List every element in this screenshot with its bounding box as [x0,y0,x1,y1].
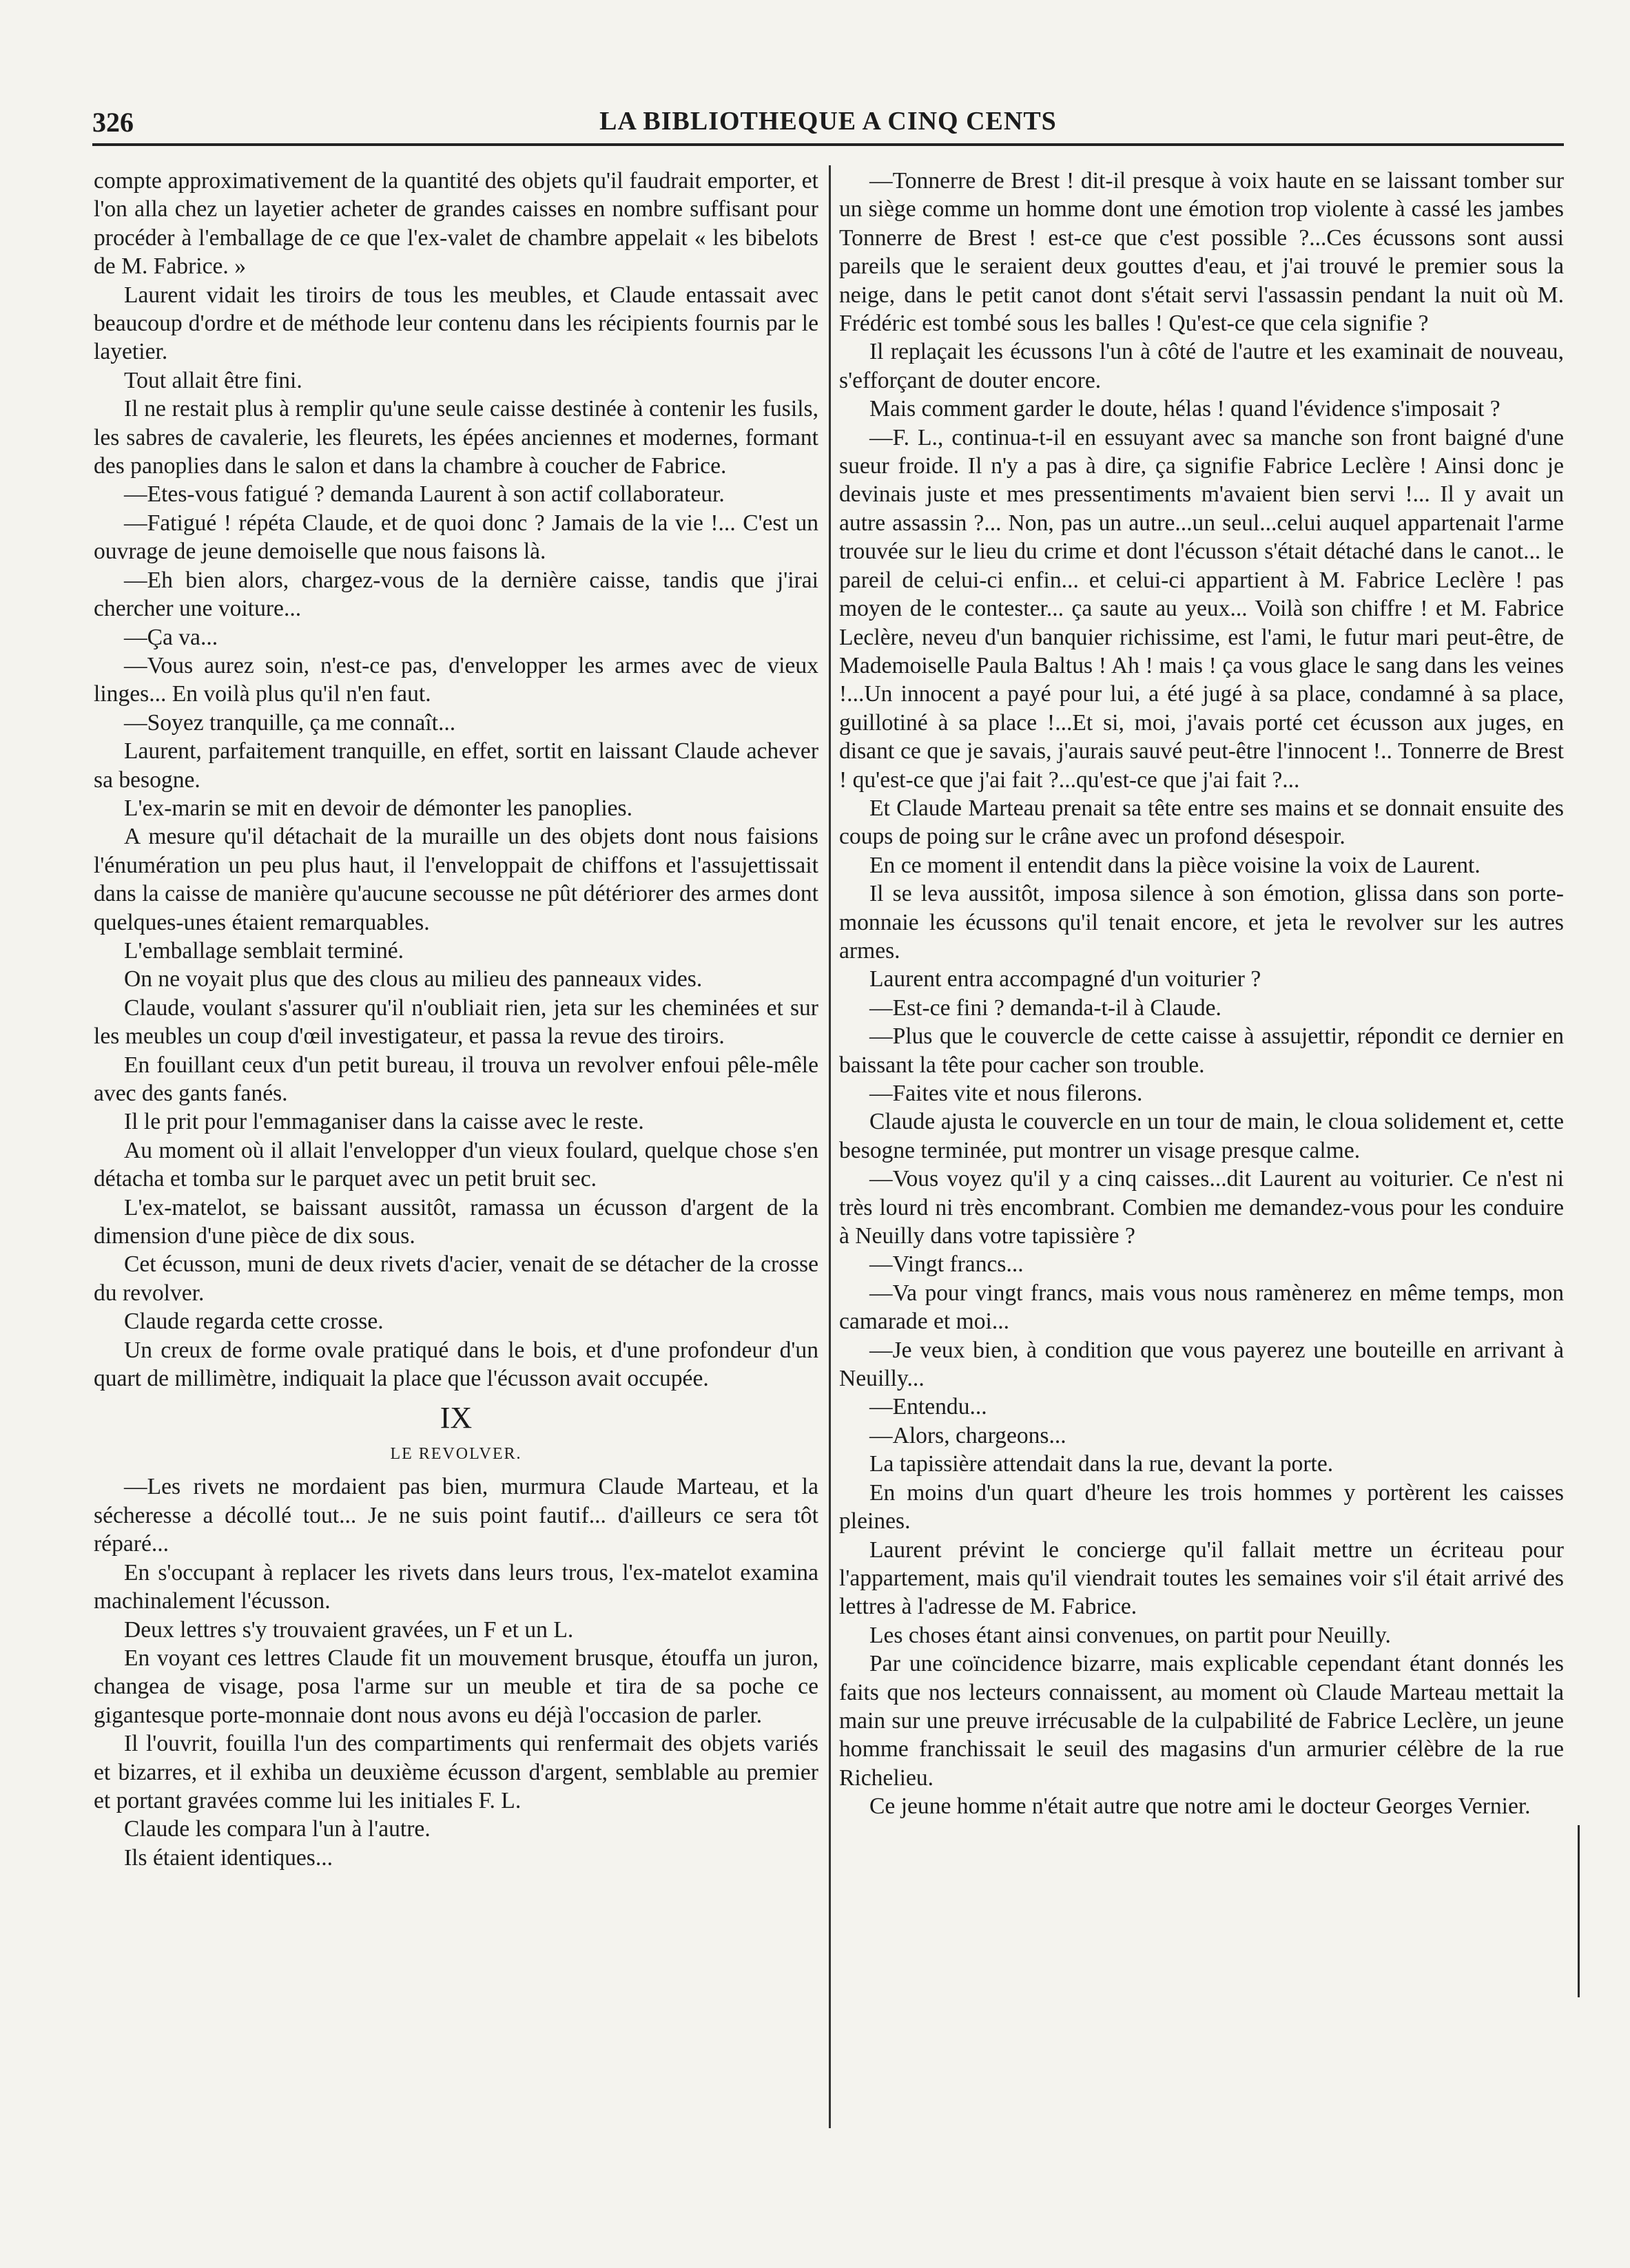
paragraph: —Va pour vingt francs, mais vous nous ramènerez en même temps, mon camarade et moi... [839,1280,1564,1335]
paragraph: —Tonnerre de Brest ! dit-il presque à voix haute en se laissant tomber sur un siège comme un homme dont une émotion trop violente à cassé les jambes Tonnerre de Brest ! est-ce que c'est possible ?...Ces écussons sont aussi pareils que le seraient deux gouttes d'eau, et j'ai trouvé le premier sous la neige, dans le petit canot dont s'était servi l'assassin pendant la nuit où M. Frédéric est tombé sous les balles ! Qu'est-ce que cela signifie ? [839,168,1564,337]
paragraph: Laurent prévint le concierge qu'il fallait mettre un écriteau pour l'appartement, mais qu'il viendrait toutes les semaines voir s'il était arrivé des lettres à l'adresse de M. Fabrice. [839,1537,1564,1620]
paragraph: Deux lettres s'y trouvaient gravées, un F et un L. [124,1616,574,1643]
paragraph: —Ça va... [124,624,218,650]
paragraph: Un creux de forme ovale pratiqué dans le bois, et d'une profondeur d'un quart de millimètre, indiquait la place que l'écusson avait occupée. [94,1337,818,1392]
paragraph: L'ex-marin se mit en devoir de démonter les panoplies. [124,795,633,821]
paragraph: Claude regarda cette crosse. [124,1309,384,1335]
paragraph: —Alors, chargeons... [869,1422,1066,1448]
paragraph: Il se leva aussitôt, imposa silence à son émotion, glissa dans son porte-monnaie les écussons qu'il tenait encore, et jeta le revolver sur les autres armes. [839,881,1564,964]
left-column [94,167,818,2233]
paragraph: Laurent entra accompagné d'un voiturier ? [869,966,1261,992]
paragraph: Cet écusson, muni de deux rivets d'acier, venait de se détacher de la crosse du revolver. [94,1251,818,1306]
paragraph: —Les rivets ne mordaient pas bien, murmura Claude Marteau, et la sécheresse a décollé tout... Je ne suis point fautif... d'ailleurs ce sera tôt réparé... [94,1474,818,1557]
paragraph: —Entendu... [869,1394,987,1420]
paragraph: L'emballage semblait terminé. [124,937,404,964]
paragraph: En s'occupant à replacer les rivets dans leurs trous, l'ex-matelot examina machinalement l'écusson. [94,1559,818,1614]
paragraph: —F. L., continua-t-il en essuyant avec sa manche son front baigné d'une sueur froide. Il n'y a pas à dire, ça signifie Fabrice Leclère ! Ainsi donc je devinais juste et mes pressentiments m'avaient bien servi !... Il y avait un autre assassin ?... Non, pas un autre...un seul...celui auquel appartenait l'arme trouvée sur le lieu du crime et dont l'écusson s'était détaché dans le canot... le pareil de celui-ci enfin... et celui-ci appartient à M. Fabrice Leclère ! pas moyen de le contester... ça saute au yeux... Voilà son chiffre ! et M. Fabrice Leclère, neveu d'un banquier richissime, est l'ami, le futur mari peut-être, de Mademoiselle Paula Baltus ! Ah ! mais ! ça vous glace le sang dans les veines !...Un innocent a payé pour lui, a été jugé à sa place, condamné à sa place, guillotiné à sa place !...Et si, moi, j'avais porté cet écusson aux juges, en disant ce que je savais, j'aurais sauvé peut-être l'innocent !.. Tonnerre de Brest ! qu'est-ce que j'ai fait ?...qu'est-ce que j'ai fait ?... [839,424,1564,793]
paragraph: —Plus que le couvercle de cette caisse à assujettir, répondit ce dernier en baissant la tête pour cacher son trouble. [839,1023,1564,1078]
paragraph: —Vingt francs... [869,1251,1024,1278]
paragraph: En moins d'un quart d'heure les trois hommes y portèrent les caisses pleines. [839,1479,1564,1534]
paragraph: —Vous voyez qu'il y a cinq caisses...dit Laurent au voiturier. Ce n'est ni très lourd ni très encombrant. Combien me demandez-vous pour les conduire à Neuilly dans votre tapissière ? [839,1166,1564,1249]
page-header [92,103,1564,146]
paragraph: Par une coïncidence bizarre, mais explicable cependant étant donnés les faits que nos lecteurs connaissent, au moment où Claude Marteau mettait la main sur une preuve irrécusable de la culpabilité de Fabrice Leclère, un jeune homme franchissait le seuil des magasins d'un armurier célèbre de la rue Richelieu. [839,1651,1564,1791]
paragraph: —Est-ce fini ? demanda-t-il à Claude. [869,995,1221,1021]
paragraph: Laurent, parfaitement tranquille, en effet, sortit en laissant Claude achever sa besogne. [94,738,818,793]
paragraph: En fouillant ceux d'un petit bureau, il trouva un revolver enfoui pêle-mêle avec des gants fanés. [94,1052,818,1106]
paragraph: Il ne restait plus à remplir qu'une seule caisse destinée à contenir les fusils, les sabres de cavalerie, les fleurets, les épées anciennes et modernes, formant des panoplies dans le salon et dans la chambre à coucher de Fabrice. [94,396,818,479]
paragraph: Ils étaient identiques... [124,1844,333,1871]
paragraph: compte approximativement de la quantité des objets qu'il faudrait emporter, et l'on alla chez un layetier acheter de grandes caisses en nombre suffisant pour procéder à l'emballage de ce que l'ex-valet de chambre appelait « les bibelots de M. Fabrice. » [94,168,818,280]
paragraph: Les choses étant ainsi convenues, on partit pour Neuilly. [869,1622,1391,1648]
paragraph: Mais comment garder le doute, hélas ! quand l'évidence s'imposait ? [869,396,1500,422]
running-title: LA BIBLIOTHEQUE A CINQ CENTS [599,107,1057,136]
paragraph: —Fatigué ! répéta Claude, et de quoi donc ? Jamais de la vie !... C'est un ouvrage de jeune demoiselle que nous faisons là. [94,510,818,565]
paragraph: Ce jeune homme n'était autre que notre ami le docteur Georges Vernier. [869,1793,1531,1820]
paragraph: —Soyez tranquille, ça me connaît... [124,709,456,736]
paragraph: —Vous aurez soin, n'est-ce pas, d'envelopper les armes avec de vieux linges... En voilà plus qu'il n'en faut. [94,652,818,707]
paragraph: L'ex-matelot, se baissant aussitôt, ramassa un écusson d'argent de la dimension d'une pièce de dix sous. [94,1194,818,1249]
paragraph: —Faites vite et nous filerons. [869,1081,1143,1106]
paragraph: En ce moment il entendit dans la pièce voisine la voix de Laurent. [869,852,1481,878]
paragraph: A mesure qu'il détachait de la muraille un des objets dont nous faisions l'énumération un peu plus haut, il l'enveloppait de chiffons et l'assujettissait dans la caisse de manière qu'aucune secousse ne pût détériorer des armes dont quelques-unes étaient remarquables. [94,824,818,935]
paragraph: En voyant ces lettres Claude fit un mouvement brusque, étouffa un juron, changea de visage, posa l'arme sur un meuble et tira de sa poche ce gigantesque porte-monnaie dont nous avons eu déjà l'occasion de parler. [94,1645,818,1728]
paragraph: On ne voyait plus que des clous au milieu des panneaux vides. [124,966,703,992]
margin-mark [1578,1825,1580,1997]
paragraph: Claude, voulant s'assurer qu'il n'oubliait rien, jeta sur les cheminées et sur les meubles un coup d'œil investigateur, et passa la revue des tiroirs. [94,995,818,1050]
right-column [839,167,1564,2233]
paragraph: Il le prit pour l'emmaganiser dans la caisse avec le reste. [124,1109,644,1135]
paragraph: Tout allait être fini. [124,367,302,393]
paragraph: Claude ajusta le couvercle en un tour de main, le cloua solidement et, cette besogne terminée, put montrer un visage presque calme. [839,1109,1564,1163]
paragraph: Il l'ouvrit, fouilla l'un des compartiments qui renfermait des objets variés et bizarres, et il exhiba un deuxième écusson d'argent, semblable au premier et portant gravées comme lui les initiales F. L. [94,1731,818,1813]
right-column-text [839,167,1564,1821]
paragraph: La tapissière attendait dans la rue, devant la porte. [869,1451,1334,1477]
paragraph: —Eh bien alors, chargez-vous de la dernière caisse, tandis que j'irai chercher une voiture... [94,567,818,622]
left-column-text-after [94,1473,818,1872]
paragraph: —Etes-vous fatigué ? demanda Laurent à son actif collaborateur. [124,481,725,508]
paragraph: Et Claude Marteau prenait sa tête entre ses mains et se donnait ensuite des coups de poing sur le crâne avec un profond désespoir. [839,795,1564,850]
chapter-number: IX [440,1401,473,1435]
paragraph: Au moment où il allait l'envelopper d'un vieux foulard, quelque chose s'en détacha et tomba sur le parquet avec un petit bruit sec. [94,1137,818,1192]
chapter-title: LE REVOLVER. [390,1445,522,1464]
left-column-text-before [94,167,818,1393]
paragraph: Il replaçait les écussons l'un à côté de l'autre et les examinait de nouveau, s'efforçant de douter encore. [839,339,1564,393]
column-divider [829,165,831,2128]
paragraph: —Je veux bien, à condition que vous payerez une bouteille en arrivant à Neuilly... [839,1337,1564,1392]
page-number: 326 [92,107,134,138]
paragraph: Laurent vidait les tiroirs de tous les meubles, et Claude entassait avec beaucoup d'ordre et de méthode leur contenu dans les récipients fournis par le layetier. [94,282,818,365]
paragraph: Claude les compara l'un à l'autre. [124,1816,431,1842]
